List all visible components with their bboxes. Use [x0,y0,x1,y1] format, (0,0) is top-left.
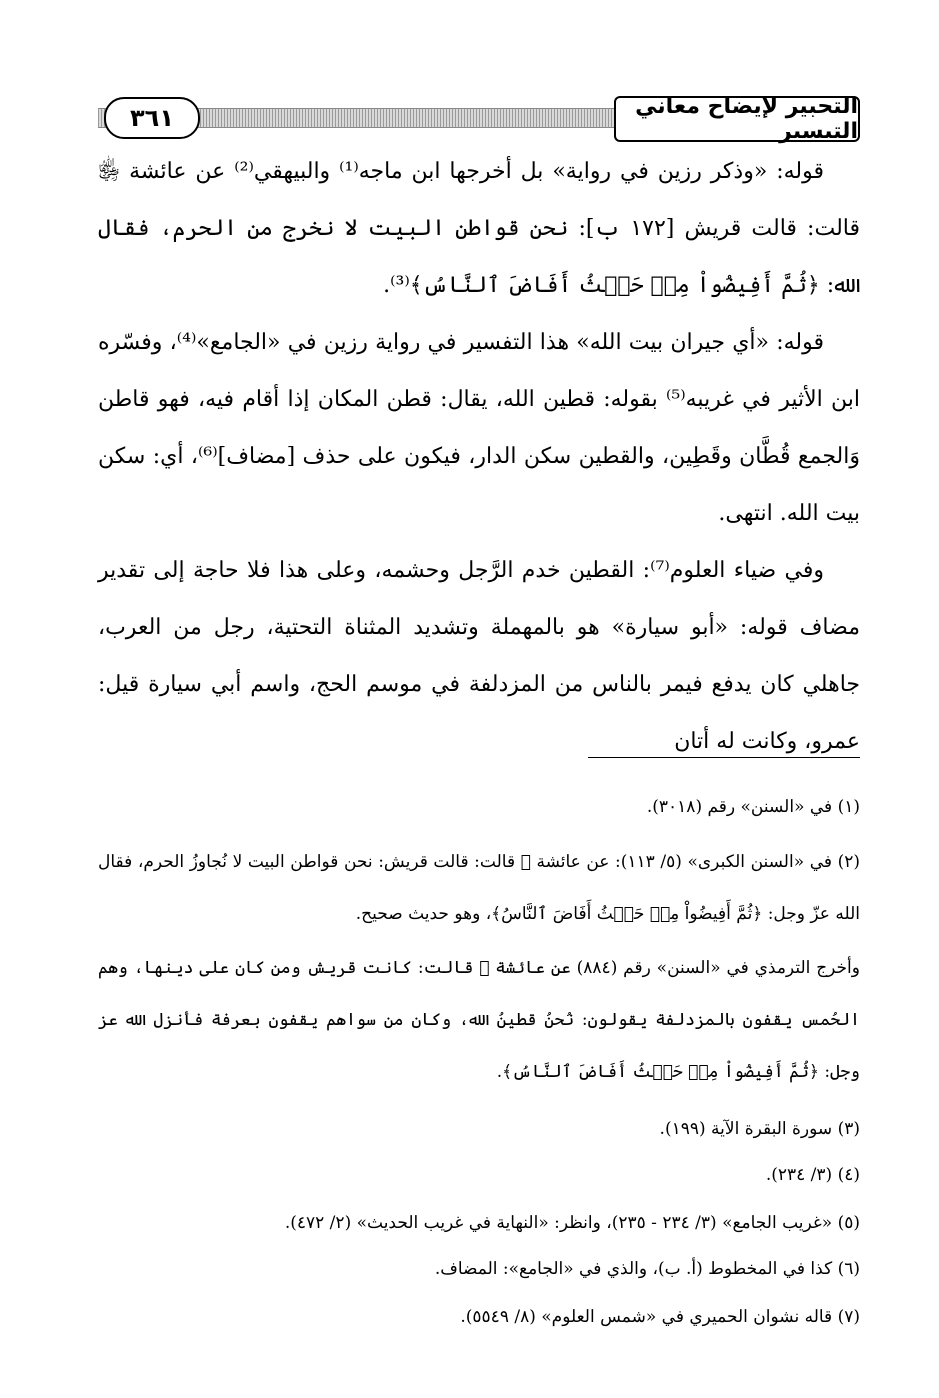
paragraph-2: قوله: «أي جيران بيت الله» هذا التفسير في رواية رزين في «الجامع»⁽⁴⁾، وفسّره ابن الأثير في غريبه⁽⁵⁾ بقوله: قطين الله، يقال: قطن المكان إذا أقام فيه، فهو قاطن وَالجمع قُطَّان وقَطِين، والقطين سكن الدار، فيكون على حذف [مضاف]⁽⁶⁾، أي: سكن بيت الله. انتهى. [98,330,860,526]
footnote-3: (٣) سورة البقرة الآية (١٩٩). [659,1119,860,1139]
page-number: ٣٦١ [104,97,200,139]
main-text [98,143,860,770]
footnote-4: (٤) (٣/ ٢٣٤). [765,1165,860,1185]
footnote-divider [588,757,860,758]
footnote-2-continued: وأخرج الترمذي في «السنن» رقم (٨٨٤) عن عائشة ﵂ قالت: كانت قريش ومن كان على دينها، وهم الحُمس يقفون بالمزدلفة يقولون: نُحنُ قطينُ الله، وكان من سواهم يقفون بعرفة فأنزل الله عز وجل: ﴿ثُمَّ أَفِيضُواْ مِنۡ حَيۡثُ أَفَاضَ ٱلنَّاسُ﴾. [98,958,860,1082]
footnote-1: (١) في «السنن» رقم (٣٠١٨). [646,797,860,817]
footnote-7: (٧) قاله نشوان الحميري في «شمس العلوم» (٨/ ٥٥٤٩). [460,1307,860,1327]
footnote-2: (٢) في «السنن الكبرى» (٥/ ١١٣): عن عائشة ﵂ قالت: قالت قريش: نحن قواطن البيت لا نُجاوزُ الحرم، فقال الله عزّ وجل: ﴿ثُمَّ أَفِيضُواْ مِنۡ حَيۡثُ أَفَاضَ ٱلنَّاسُ﴾، وهو حديث صحيح. [98,852,860,924]
footnote-5: (٥) «غريب الجامع» (٣/ ٢٣٤ - ٢٣٥)، وانظر: «النهاية في غريب الحديث» (٢/ ٤٧٢). [284,1213,860,1233]
paragraph-3: وفي ضياء العلوم⁽⁷⁾: القطين خدم الرَّجل وحشمه، وعلى هذا فلا حاجة إلى تقدير مضاف قوله: «أبو سيارة» هو بالمهملة وتشديد المثناة التحتية، رجل من العرب، جاهلي كان يدفع فيمر بالناس من المزدلفة في موسم الحج، واسم أبي سيارة قيل: عمرو، وكانت له أتان [98,558,860,754]
footnote-6: (٦) كذا في المخطوط (أ. ب)، والذي في «الجامع»: المضاف. [434,1259,860,1279]
paragraph-1: قوله: «وذكر رزين في رواية» بل أخرجها ابن ماجه⁽¹⁾ والبيهقي⁽²⁾ عن عائشة ﵂ قالت: قالت قريش [١٧٢ ب]: نحن قواطن البيت لا نخرج من الحرم، فقال الله: ﴿ثُمَّ أَفِيضُواْ مِنۡ حَيۡثُ أَفَاضَ ٱلنَّاسُ﴾⁽³⁾. [98,159,860,298]
book-title: التحبير لإيضاح معاني التيسير [614,96,860,142]
page-header [98,96,860,142]
